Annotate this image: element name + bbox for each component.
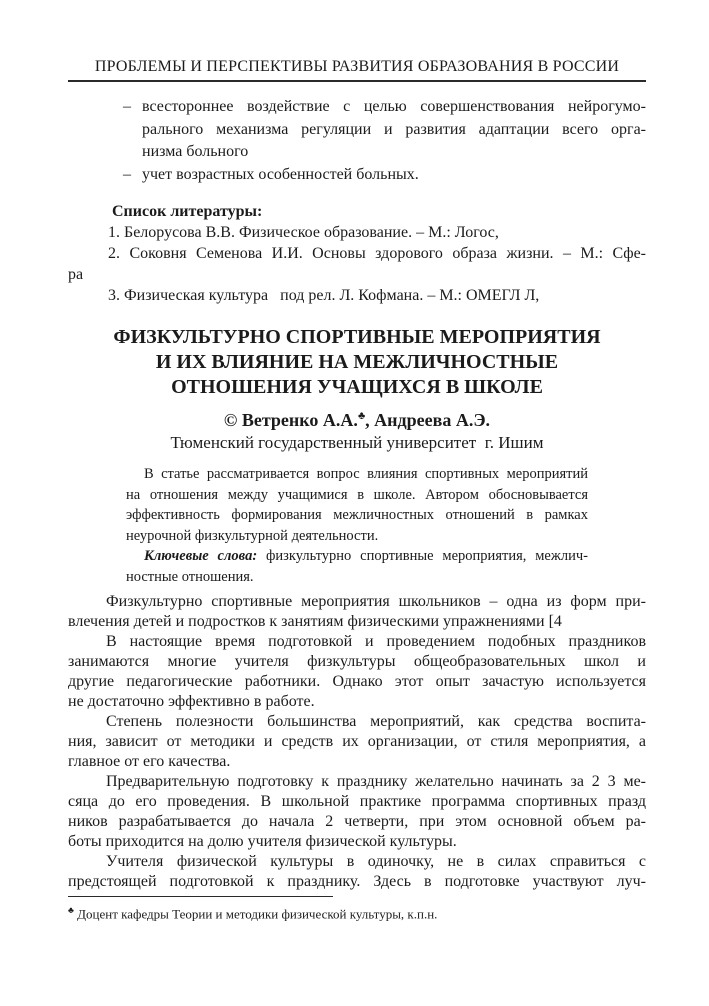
text-line: рального механизма регуляции и развития адаптации всего орга- [142, 120, 646, 138]
article-body [68, 592, 646, 892]
footnote [68, 902, 646, 922]
article-title [68, 325, 646, 400]
body-paragraph [68, 772, 646, 852]
text-column [68, 0, 646, 922]
text-line: 3. Физическая культура под рел. Л. Кофмана. – М.: ОМЕГЛ Л, [108, 287, 540, 304]
body-paragraph [68, 632, 646, 712]
list-item [68, 164, 646, 187]
author-footnote-mark-icon: ♣ [357, 410, 366, 422]
text-line: В статье рассматривается вопрос влияния спортивных мероприятий [144, 466, 588, 482]
dash-bullet-icon: – [123, 98, 131, 115]
text-line: Учителя физической культуры в одиночку, не в силах справиться с [106, 853, 646, 870]
body-paragraph [68, 592, 646, 632]
list-item-text [142, 164, 646, 187]
text-line: 1. Белорусова В.В. Физическое образование. – М.: Логос, [108, 224, 499, 241]
text-line: низма больного [142, 143, 249, 160]
text-line: ра [68, 266, 84, 283]
list-item [68, 96, 646, 164]
text-line: главное от его качества. [68, 753, 231, 770]
references-heading: Список литературы: [112, 203, 263, 220]
text-line: И ИХ ВЛИЯНИЕ НА МЕЖЛИЧНОСТНЫЕ [155, 351, 559, 373]
text-line: ников разрабатывается до начала 2 четверти, при этом основной объем ра- [68, 813, 646, 830]
text-line: другие педагогические работники. Однако этот опыт зачастую используется [68, 673, 646, 690]
byline-first-author: © Ветренко А.А. [223, 410, 358, 430]
reference-entry [68, 243, 646, 285]
reference-entry [68, 222, 646, 243]
header-rule [68, 80, 646, 82]
text-line: не достаточно эффективно в работе. [68, 693, 315, 710]
text-line: влечения детей и подростков к занятиям физическими упражнениями [4 [68, 613, 562, 630]
text-line: Степень полезности большинства мероприятий, как средства воспита- [106, 713, 646, 730]
list-item-text [142, 96, 646, 164]
text-line: сяца до его проведения. В школьной практике программа спортивных празд [68, 793, 646, 810]
text-line: всестороннее воздействие с целью совершенствования нейрогумо- [142, 98, 646, 115]
keywords-label: Ключевые слова: [144, 548, 258, 564]
reference-entry [68, 285, 646, 306]
text-line: Физкультурно спортивные мероприятия школьников – одна из форм при- [106, 593, 646, 610]
text-line: ОТНОШЕНИЯ УЧАЩИХСЯ В ШКОЛЕ [171, 376, 543, 398]
text-line: боты приходится на долю учителя физической культуры. [68, 833, 457, 850]
text-line: В настоящие время подготовкой и проведением подобных праздников [106, 633, 646, 650]
footnote-mark-icon: ♣ [68, 905, 74, 915]
affiliation: Тюменский государственный университет г. Ишим [170, 433, 544, 452]
abstract-block [126, 464, 588, 587]
text-line: 2. Соковня Семенова И.И. Основы здорового образа жизни. – М.: Сфе- [108, 245, 646, 262]
text-line: занимаются многие учителя физкультуры общеобразовательных школ и [68, 653, 646, 670]
byline [68, 405, 646, 432]
keywords-text: физкультурно спортивные мероприятия, межлич- [257, 548, 588, 564]
keywords-line: ностные отношения. [126, 568, 254, 585]
text-line: на отношения между учащимися в школе. Автором обосновывается [126, 486, 588, 503]
text-line: Предварительную подготовку к празднику желательно начинать за 2 3 ме- [106, 773, 646, 790]
byline-second-author: , Андреева А.Э. [365, 410, 491, 430]
references-section [68, 201, 646, 306]
body-paragraph [68, 852, 646, 892]
text-line: ФИЗКУЛЬТУРНО СПОРТИВНЫЕ МЕРОПРИЯТИЯ [113, 326, 601, 348]
running-head: ПРОБЛЕМЫ И ПЕРСПЕКТИВЫ РАЗВИТИЯ ОБРАЗОВАНИЯ В РОССИИ [94, 58, 620, 75]
footnote-text: Доцент кафедры Теории и методики физической культуры, к.п.н. [73, 906, 438, 922]
body-paragraph [68, 712, 646, 772]
text-line: учет возрастных особенностей больных. [142, 165, 419, 183]
keywords-line [126, 546, 588, 567]
text-line: неурочной физкультурной деятельности. [126, 527, 379, 544]
text-line: эффективность формирования межличностных отношений в рамках [126, 507, 588, 523]
text-line: предстоящей подготовкой к празднику. Здесь в подготовке участвуют луч- [68, 873, 646, 890]
text-line: ния, зависит от методики и средств их организации, от стиля мероприятия, а [68, 733, 646, 750]
intro-bullet-list [68, 96, 646, 186]
dash-bullet-icon: – [123, 165, 131, 183]
footnote-rule [68, 896, 333, 897]
abstract-paragraph [126, 464, 588, 546]
